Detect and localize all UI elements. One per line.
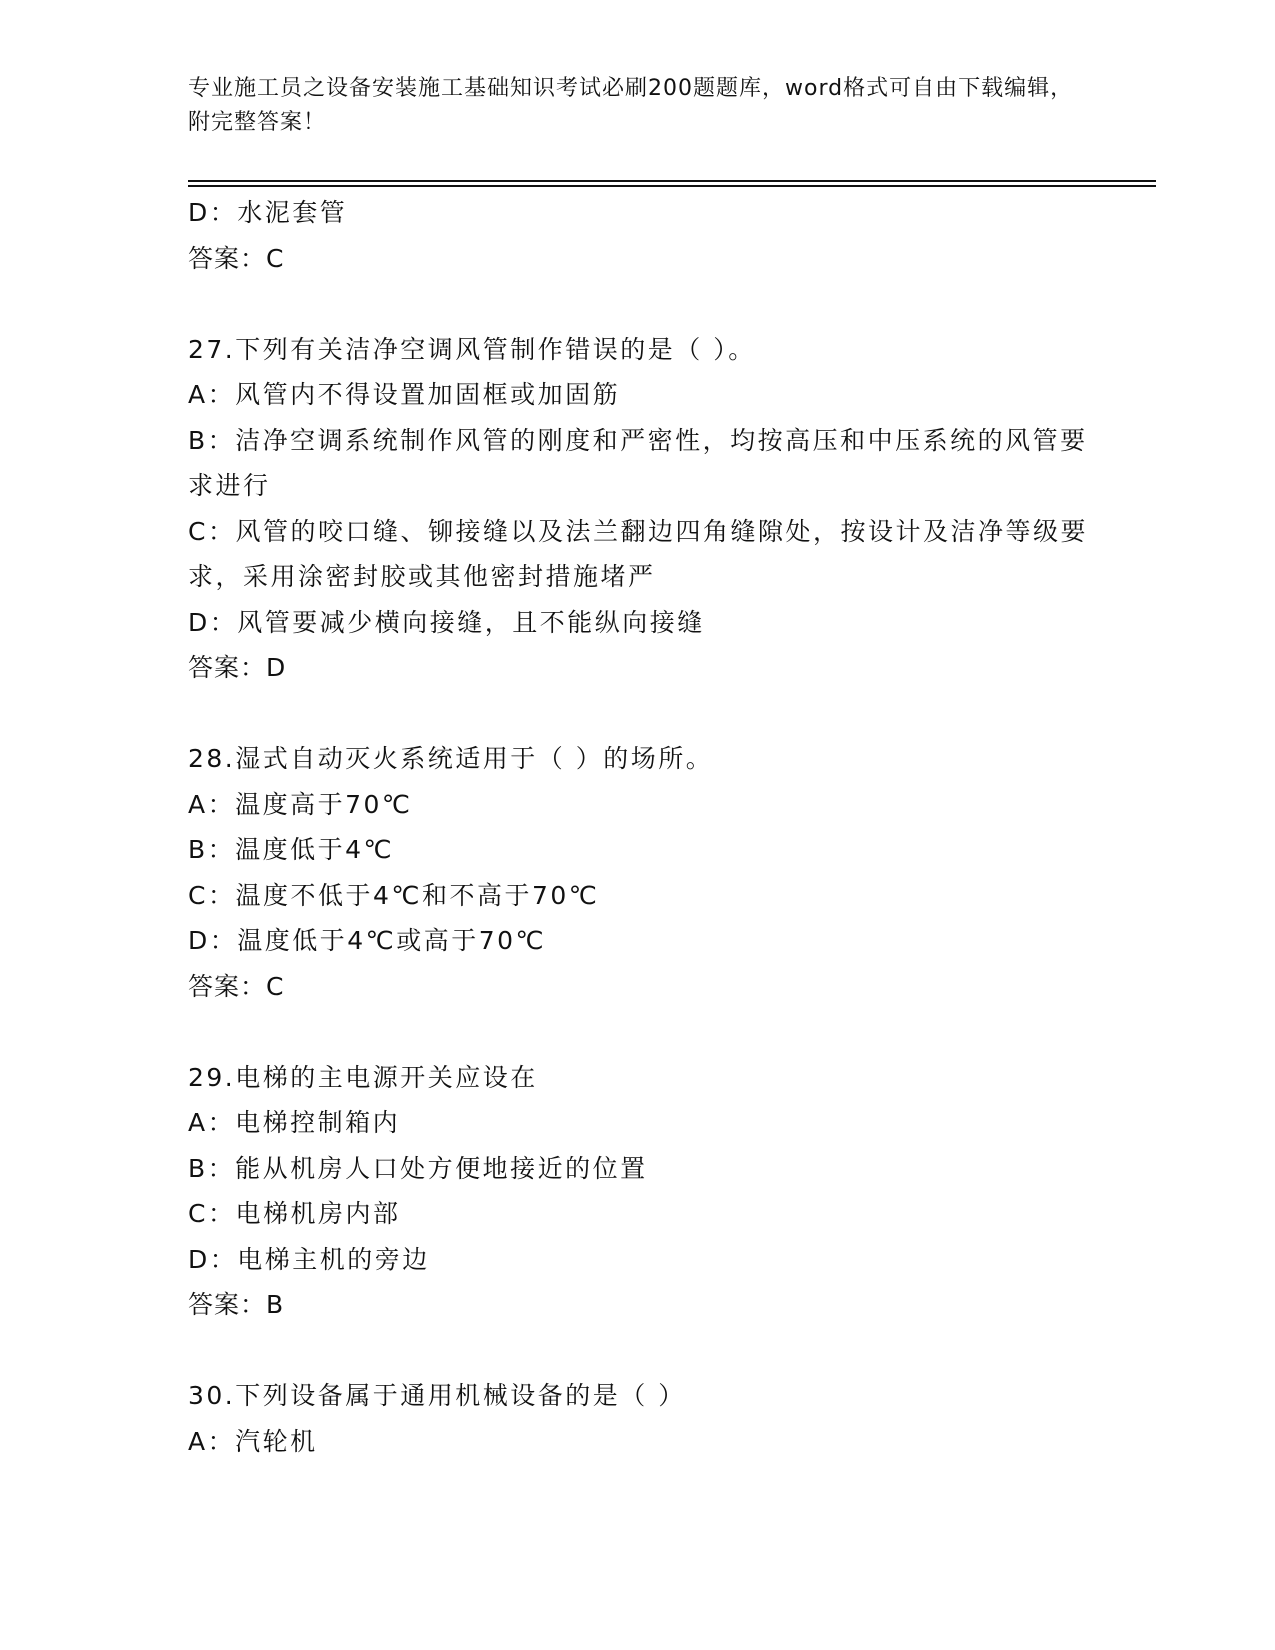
answer-line: 答案：B — [188, 1290, 285, 1319]
option-line: D：风管要减少横向接缝，且不能纵向接缝 — [188, 607, 705, 637]
answer-line: 答案：C — [188, 971, 285, 1001]
question-stem: 27.下列有关洁净空调风管制作错误的是（ ）。 — [188, 334, 756, 364]
option-line: D：电梯主机的旁边 — [188, 1244, 430, 1274]
option-line: A：温度高于70℃ — [188, 789, 413, 819]
question-stem: 29.电梯的主电源开关应设在 — [188, 1062, 538, 1092]
header-divider-bottom — [188, 185, 1156, 187]
question-block — [188, 736, 1088, 1009]
answer-line: 答案：D — [188, 653, 287, 682]
option-line: A：电梯控制箱内 — [188, 1108, 401, 1137]
option-line: B：能从机房人口处方便地接近的位置 — [188, 1153, 648, 1183]
question-block — [188, 327, 1088, 691]
answer-line: 答案：C — [188, 243, 285, 273]
option-line: D：水泥套管 — [188, 198, 348, 227]
question-block — [188, 1055, 1088, 1328]
question-stem: 30.下列设备属于通用机械设备的是（ ） — [188, 1381, 686, 1410]
question-content — [188, 190, 1088, 1464]
option-line: A：汽轮机 — [188, 1426, 318, 1456]
question-block — [188, 1373, 1088, 1464]
option-line: C：温度不低于4℃和不高于70℃ — [188, 880, 600, 910]
question-block — [188, 190, 1088, 281]
option-line: B：洁净空调系统制作风管的刚度和严密性，均按高压和中压系统的风管要求进行 — [188, 425, 1088, 500]
page-header: 专业施工员之设备安装施工基础知识考试必刷200题题库，word格式可自由下载编辑，附完整答案！ — [188, 76, 1074, 135]
option-line: C：风管的咬口缝、铆接缝以及法兰翻边四角缝隙处，按设计及洁净等级要求，采用涂密封胶或其他密封措施堵严 — [188, 516, 1088, 591]
option-line: C：电梯机房内部 — [188, 1199, 401, 1228]
question-stem: 28.湿式自动灭火系统适用于（ ）的场所。 — [188, 744, 714, 773]
option-line: A：风管内不得设置加固框或加固筋 — [188, 380, 621, 409]
option-line: B：温度低于4℃ — [188, 835, 395, 864]
header-divider-top — [188, 180, 1156, 182]
option-line: D：温度低于4℃或高于70℃ — [188, 926, 547, 955]
